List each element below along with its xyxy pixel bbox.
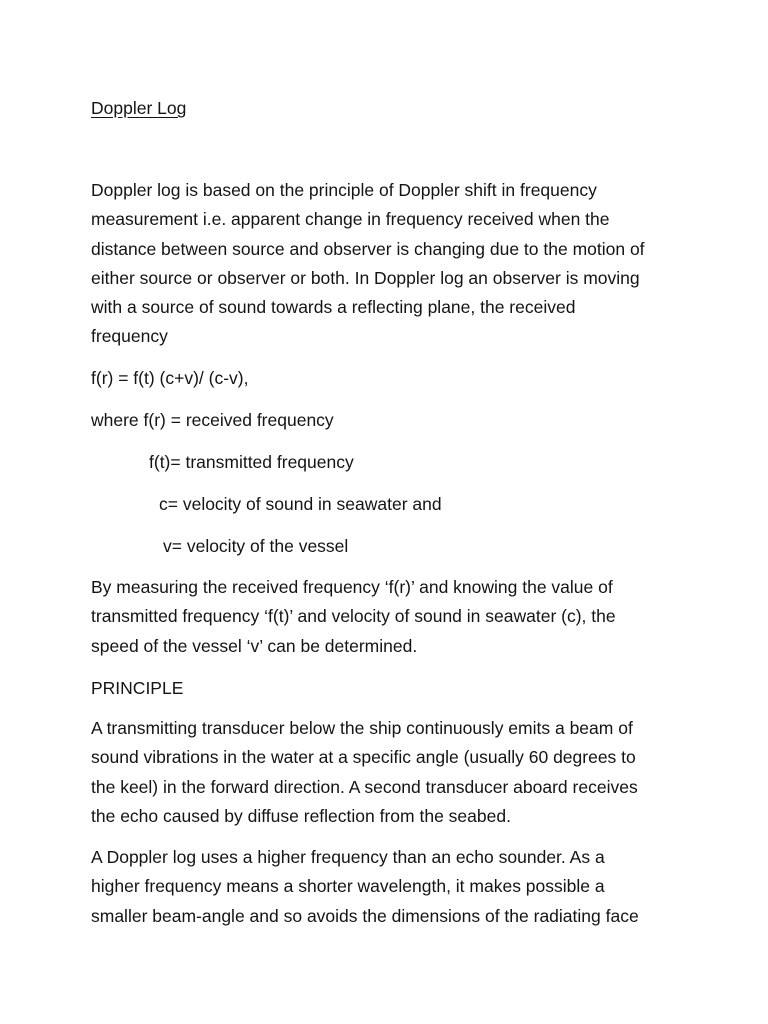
text-line: sound vibrations in the water at a specific angle (usually 60 degrees to: [91, 747, 636, 768]
where-line: where f(r) = received frequency: [91, 410, 334, 430]
where-line: c= velocity of sound in seawater and: [159, 494, 442, 514]
text-line: A transmitting transducer below the ship continuously emits a beam of: [91, 718, 633, 738]
principle-heading: PRINCIPLE: [91, 678, 184, 698]
measuring-paragraph: [91, 573, 691, 661]
text-line: smaller beam-angle and so avoids the dimensions of the radiating face: [91, 905, 639, 926]
text-line: with a source of sound towards a reflecting plane, the received: [91, 297, 576, 318]
where-line: v= velocity of the vessel: [163, 536, 349, 556]
where-line: f(t)= transmitted frequency: [149, 452, 354, 472]
text-line: A Doppler log uses a higher frequency than an echo sounder. As a: [91, 847, 605, 867]
principle-paragraph: [91, 714, 691, 831]
text-line: frequency: [91, 326, 168, 347]
text-line: either source or observer or both. In Doppler log an observer is moving: [91, 267, 640, 288]
text-line: higher frequency means a shorter wavelength, it makes possible a: [91, 876, 605, 897]
text-line: the keel) in the forward direction. A second transducer aboard receives: [91, 776, 638, 797]
text-line: the echo caused by diffuse reflection from the seabed.: [91, 805, 511, 826]
frequency-paragraph: [91, 843, 691, 931]
text-line: Doppler log is based on the principle of Doppler shift in frequency: [91, 180, 597, 200]
formula-line: f(r) = f(t) (c+v)/ (c-v),: [91, 368, 249, 388]
text-line: By measuring the received frequency ‘f(r)’ and knowing the value of: [91, 577, 613, 597]
document-title: Doppler Log: [91, 98, 187, 118]
text-line: distance between source and observer is changing due to the motion of: [91, 238, 645, 259]
intro-paragraph: [91, 176, 691, 352]
text-line: measurement i.e. apparent change in frequency received when the: [91, 209, 610, 230]
text-line: speed of the vessel ‘v’ can be determined.: [91, 635, 418, 656]
text-line: transmitted frequency ‘f(t)’ and velocity of sound in seawater (c), the: [91, 606, 616, 627]
